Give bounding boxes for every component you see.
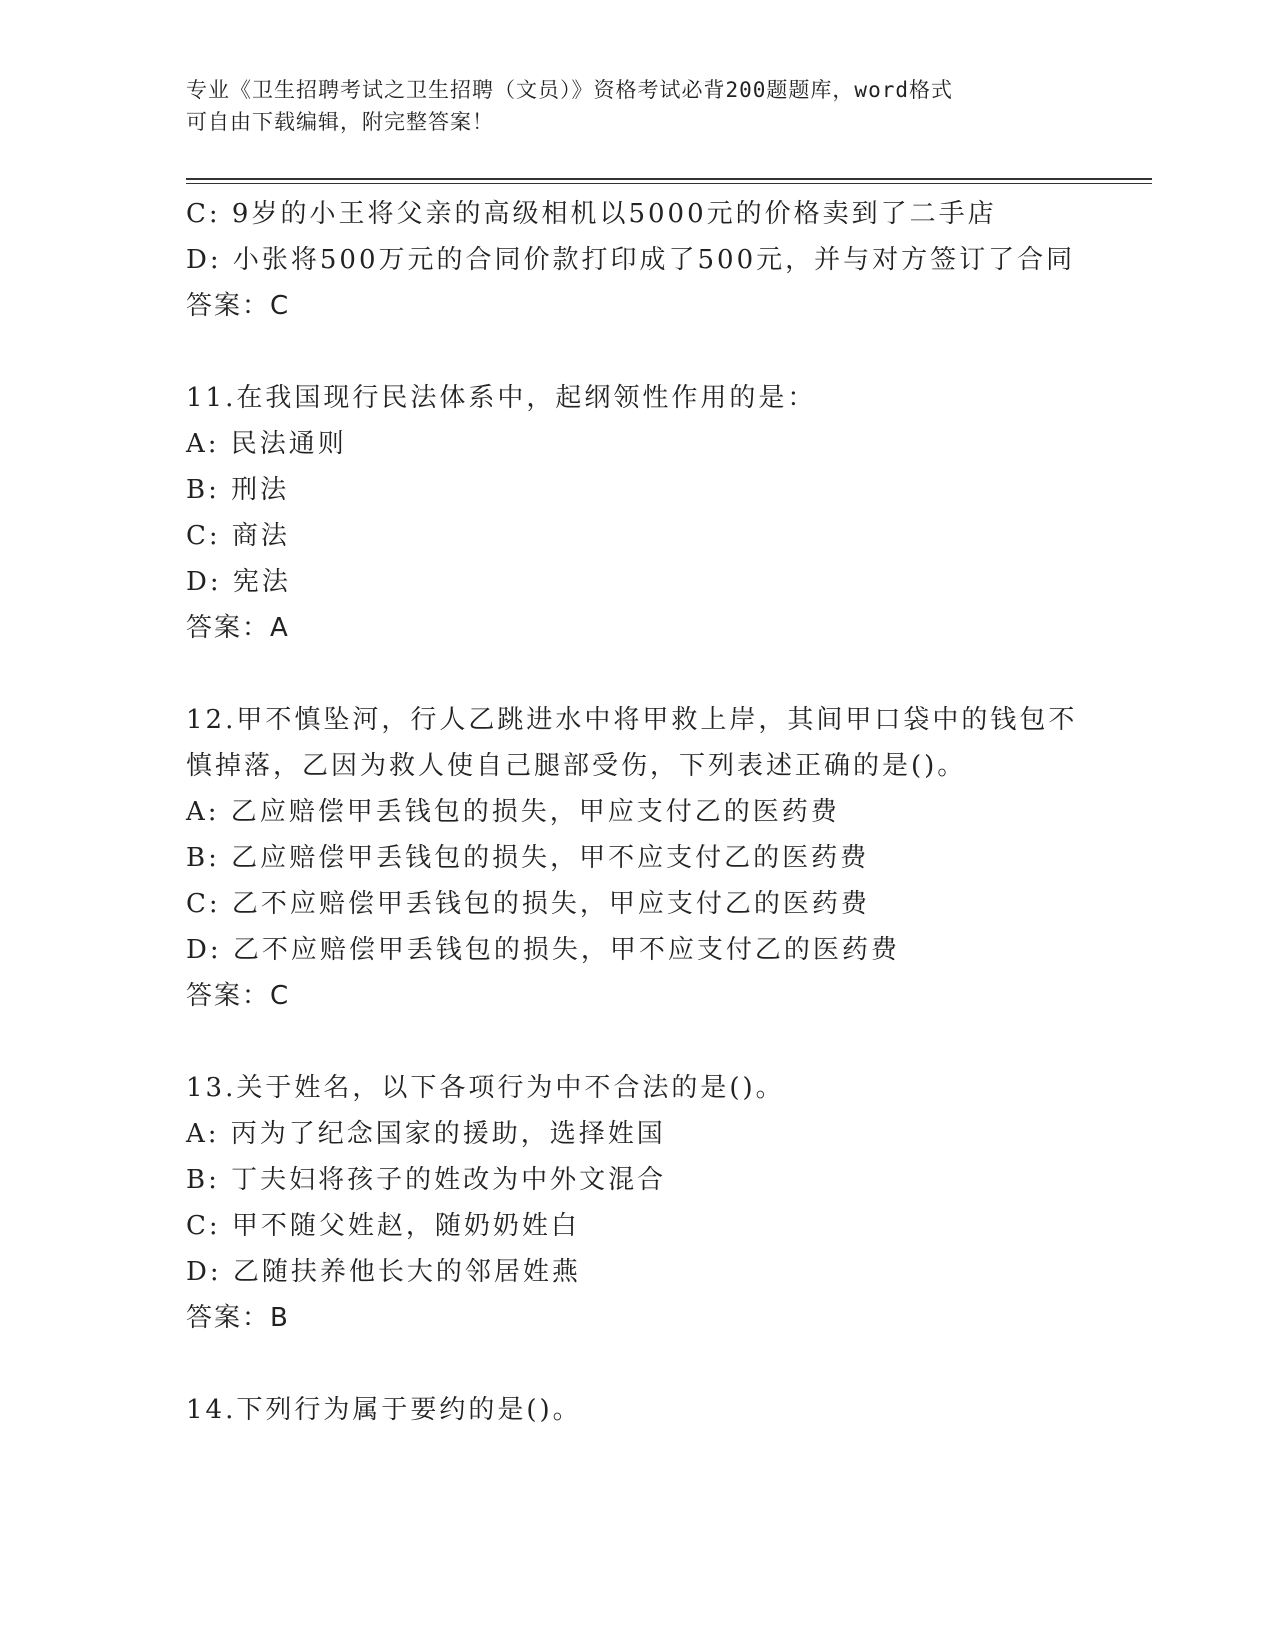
question-list [186, 191, 1152, 1433]
answer-line: 答案：A [186, 613, 290, 643]
header-divider-thin [186, 183, 1152, 184]
question-stem-continued: 慎掉落，乙因为救人使自己腿部受伤，下列表述正确的是()。 [186, 751, 967, 781]
question-stem: 14.下列行为属于要约的是()。 [186, 1395, 582, 1425]
header-line-1: 专业《卫生招聘考试之卫生招聘（文员）》资格考试必背200题题库，word格式 [186, 78, 953, 102]
spacer [186, 1341, 1152, 1387]
option-b: B: 丁夫妇将孩子的姓改为中外文混合 [186, 1165, 667, 1195]
spacer [186, 1019, 1152, 1065]
answer-line: 答案：C [186, 291, 291, 321]
option-d: D: 小张将500万元的合同价款打印成了500元，并与对方签订了合同 [186, 245, 1076, 275]
answer-line: 答案：C [186, 981, 291, 1011]
option-c: C: 甲不随父姓赵，随奶奶姓白 [186, 1211, 580, 1241]
option-a: A: 丙为了纪念国家的援助，选择姓国 [186, 1119, 666, 1149]
spacer [186, 651, 1152, 697]
option-c: C: 9岁的小王将父亲的高级相机以5000元的价格卖到了二手店 [186, 199, 997, 229]
header-line-2: 可自由下载编辑，附完整答案！ [186, 110, 494, 134]
option-b: B: 刑法 [186, 475, 290, 505]
question-stem: 11.在我国现行民法体系中，起纲领性作用的是： [186, 383, 817, 413]
option-b: B: 乙应赔偿甲丢钱包的损失，甲不应支付乙的医药费 [186, 843, 870, 873]
document-header [186, 74, 1086, 138]
answer-line: 答案：B [186, 1303, 290, 1333]
option-d: D: 乙随扶养他长大的邻居姓燕 [186, 1257, 581, 1287]
option-a: A: 民法通则 [186, 429, 347, 459]
header-divider-thick [186, 178, 1152, 180]
spacer [186, 329, 1152, 375]
option-c: C: 商法 [186, 521, 290, 551]
option-d: D: 宪法 [186, 567, 291, 597]
option-a: A: 乙应赔偿甲丢钱包的损失，甲应支付乙的医药费 [186, 797, 840, 827]
question-stem: 12.甲不慎坠河，行人乙跳进水中将甲救上岸，其间甲口袋中的钱包不 [186, 705, 1078, 735]
option-c: C: 乙不应赔偿甲丢钱包的损失，甲应支付乙的医药费 [186, 889, 870, 919]
question-stem: 13.关于姓名，以下各项行为中不合法的是()。 [186, 1073, 785, 1103]
option-d: D: 乙不应赔偿甲丢钱包的损失，甲不应支付乙的医药费 [186, 935, 900, 965]
